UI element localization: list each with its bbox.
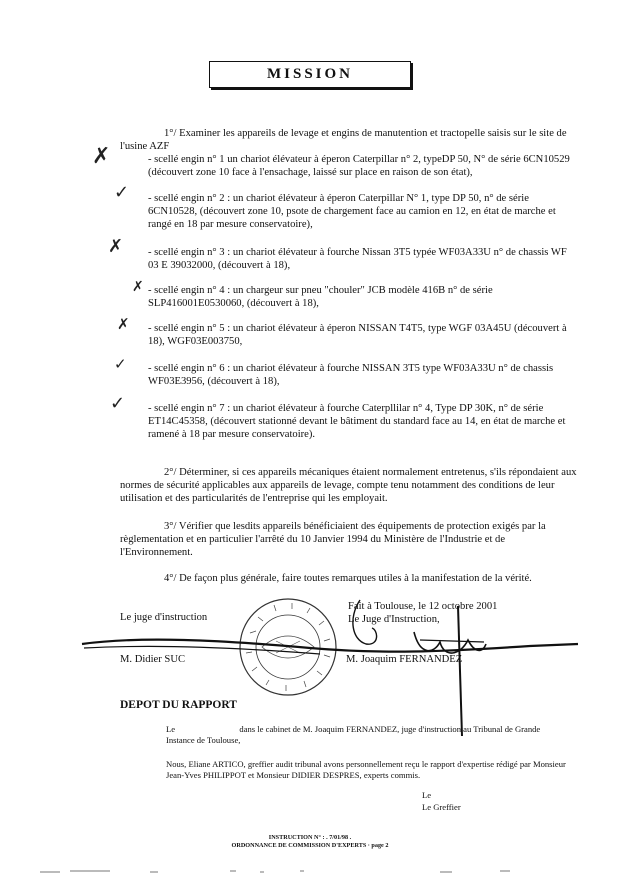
- juge-label-left: Le juge d'instruction: [120, 612, 208, 623]
- list-item: [122, 246, 580, 272]
- item-text: - scellé engin n° 2 : un chariot élévateur à éperon Caterpillar N° 1, type DP 50, n° de série 6CN10528, (découvert zone 10, psote de chargement face au camion en 12, en état de marche et rangé en 18 par mesure conservatoire),: [148, 193, 556, 231]
- footer-instruction: INSTRUCTION N° : . 7/01/98 .: [268, 834, 352, 841]
- handwritten-cross-icon: ✗: [92, 144, 111, 169]
- mission-point-1: 1°/ Examiner les appareils de levage et engins de manutention et tractopelle saisis sur le site de l'usine AZF: [120, 128, 567, 153]
- list-item: [122, 322, 580, 348]
- mission-point-4: 4°/ De façon plus générale, faire toutes remarques utiles à la manifestation de la vérité.: [164, 573, 532, 584]
- list-item: [122, 192, 580, 232]
- item-text: - scellé engin n° 4 : un chargeur sur pneu "chouler" JCB modèle 416B n° de série SLP416001E0530060, (découvert à 18),: [148, 285, 493, 310]
- juge-name-left: M. Didier SUC: [120, 654, 186, 665]
- mission-point-2: 2°/ Déterminer, si ces appareils mécaniques étaient normalement entretenus, s'ils répondaient aux normes de sécurité applicables aux appareils de levage, compte tenu notamment des conditions de leur utilisation et des particularités de l'entreprise qui les employait.: [120, 467, 577, 505]
- handwritten-cross-icon: ✗: [108, 236, 124, 257]
- signature-strokes: [80, 618, 580, 678]
- depot-heading: DEPOT DU RAPPORT: [120, 699, 237, 711]
- list-item: [122, 284, 580, 310]
- juge-name-right: M. Joaquim FERNANDEZ: [346, 654, 463, 665]
- item-text: - scellé engin n° 5 : un chariot élévateur à éperon NISSAN T4T5, type WGF 03A45U (découvert à 18), WGF03E003750,: [148, 323, 567, 348]
- greffier-label: Le Greffier: [422, 802, 461, 812]
- place-date: Fait à Toulouse, le 12 octobre 2001: [348, 601, 498, 612]
- handwritten-check-icon: ✓: [110, 393, 126, 414]
- list-item: [122, 402, 580, 442]
- juge-label-right: Le Juge d'Instruction,: [348, 614, 440, 625]
- handwritten-cross-icon: ✗: [117, 315, 130, 333]
- list-item: [122, 362, 580, 388]
- depot-line-1: Le dans le cabinet de M. Joaquim FERNANDEZ, juge d'instruction au Tribunal de Grande Instance de Toulouse,: [166, 724, 541, 745]
- item-text: - scellé engin n° 6 : un chariot élévateur à fourche NISSAN 3T5 type WF03A33U n° de chassis WF03E3956, (découvert à 18),: [148, 363, 554, 388]
- item-text: - scellé engin n° 1 un chariot élévateur à éperon Caterpillar n° 2, typeDP 50, N° de série 6CN10529 (découvert zone 10 face à l'ensachage, laissé sur place en raison de son état),: [148, 154, 570, 179]
- depot-line-2: Nous, Eliane ARTICO, greffier audit tribunal avons personnellement reçu le rapport d'expertise rédigé par Monsieur Jean-Yves PHILIPPOT et Monsieur DIDIER DESPRES, experts commis.: [166, 759, 566, 780]
- item-text: - scellé engin n° 7 : un chariot élévateur à fourche Caterpllilar n° 4, Type DP 30K, n° de série ET14C45358, (découvert stationné devant le bâtiment du standard face au 14, en état de marche et ramené à 18 par mesure conservatoire).: [148, 403, 566, 441]
- handwritten-check-icon: ✓: [114, 355, 127, 373]
- mission-title: MISSION: [209, 61, 411, 88]
- mission-point-3: 3°/ Vérifier que lesdits appareils bénéficiaient des équipements de protection exigés par la règlementation et en particulier l'arrêté du 10 Janvier 1994 du Ministère de l'Industrie et de l'Environnement.: [120, 521, 546, 559]
- footer-ordonnance: ORDONNANCE DE COMMISSION D'EXPERTS · page 2: [231, 842, 389, 849]
- greffier-le: Le: [422, 790, 432, 800]
- item-text: - scellé engin n° 3 : un chariot élévateur à fourche Nissan 3T5 typée WF03A33U n° de chassis WF 03 E 39032000, (découvert à 18),: [148, 247, 567, 272]
- list-item: [122, 153, 580, 179]
- scan-edge: [0, 866, 620, 877]
- handwritten-cross-icon: ✗: [132, 279, 144, 295]
- handwritten-check-icon: ✓: [114, 182, 130, 203]
